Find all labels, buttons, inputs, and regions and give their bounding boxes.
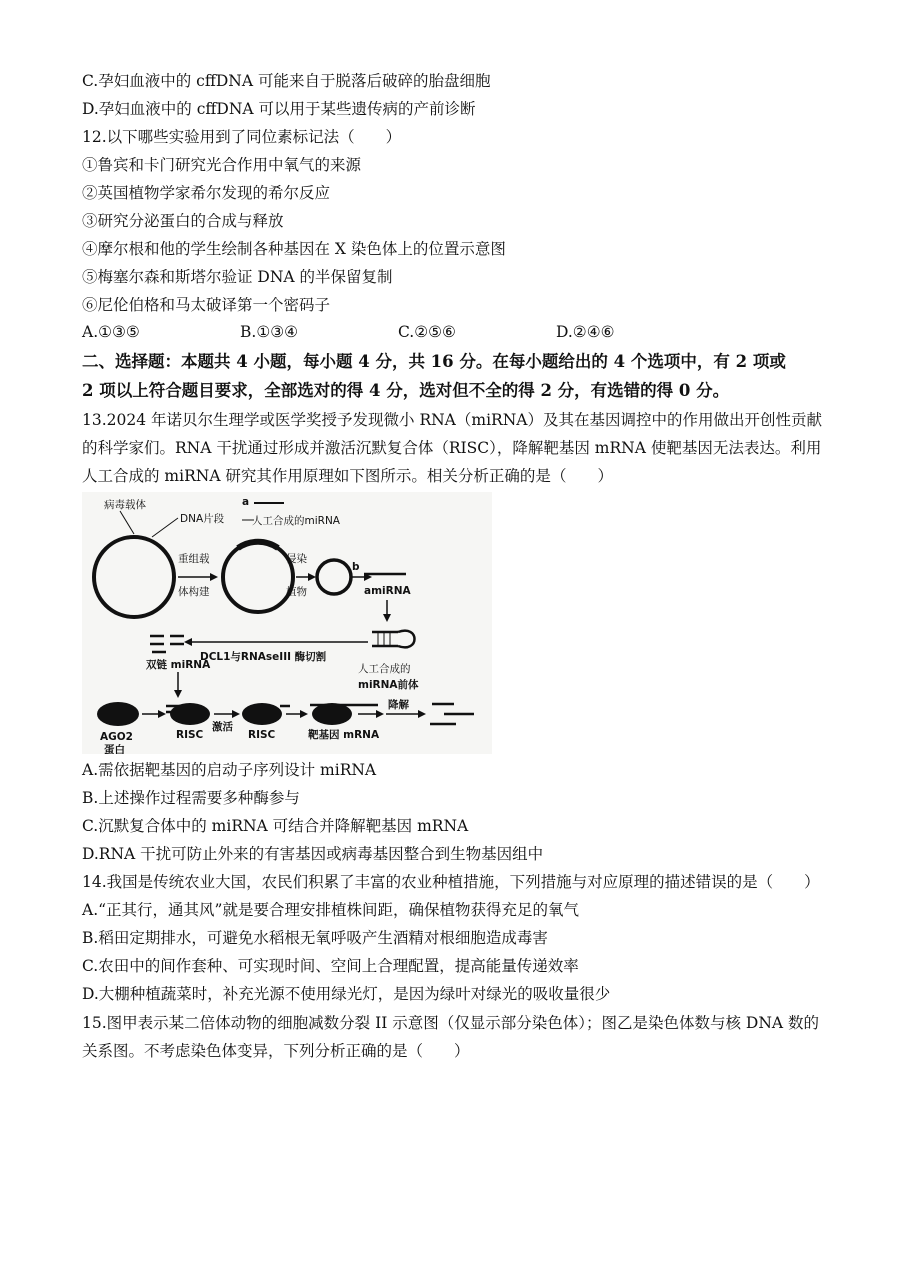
q12-option-c: C.②⑤⑥	[398, 323, 456, 341]
label-double-mirna: 双链 miRNA	[146, 659, 211, 671]
label-enzymes: DCL1与RNAseIII 酶切割	[200, 651, 327, 663]
q15-stem-line2: 关系图。不考虑染色体变异，下列分析正确的是（ ）	[82, 1042, 470, 1060]
q12-option-b: B.①③④	[240, 323, 299, 341]
q12-option-d: D.②④⑥	[556, 323, 615, 341]
label-degrade: 降解	[388, 699, 409, 711]
q12-stem: 12.以下哪些实验用到了同位素标记法（ ）	[82, 128, 402, 146]
q13-stem-line2: 的科学家们。RNA 干扰通过形成并激活沉默复合体（RISC），降解靶基因 mRNA 使靶基因无法表达。利用	[82, 439, 822, 457]
label-risc-2: RISC	[248, 729, 276, 741]
label-precursor-2: miRNA前体	[358, 679, 419, 691]
label-a: a	[242, 496, 250, 508]
label-risc-1: RISC	[176, 729, 204, 741]
q12-item-1: ①鲁宾和卡门研究光合作用中氧气的来源	[82, 156, 362, 174]
q14-option-c: C.农田中的间作套种、可实现时间、空间上合理配置，提高能量传递效率	[82, 957, 579, 975]
q14-option-b: B.稻田定期排水，可避免水稻根无氧呼吸产生酒精对根细胞造成毒害	[82, 929, 548, 947]
q12-item-3: ③研究分泌蛋白的合成与释放	[82, 212, 284, 230]
q11-option-c: C.孕妇血液中的 cffDNA 可能来自于脱落后破碎的胎盘细胞	[82, 72, 491, 90]
risc-target-complex	[312, 703, 352, 725]
label-activate: 激活	[212, 721, 233, 733]
label-recombinant-1: 重组载	[178, 553, 210, 565]
q13-option-d: D.RNA 干扰可防止外来的有害基因或病毒基因整合到生物基因组中	[82, 845, 544, 863]
q13-option-b: B.上述操作过程需要多种酶参与	[82, 789, 300, 807]
ago2-protein	[97, 702, 139, 726]
label-ago2-1: AGO2	[100, 731, 133, 743]
label-recombinant-2: 体构建	[178, 586, 210, 598]
q12-item-2: ②英国植物学家希尔发现的希尔反应	[82, 184, 331, 202]
q13-stem-line1: 13.2024 年诺贝尔生理学或医学奖授予发现微小 RNA（miRNA）及其在基因调控中的作用做出开创性贡献	[82, 411, 822, 429]
rnai-diagram	[82, 492, 492, 754]
q12-option-a: A.①③⑤	[82, 323, 140, 341]
risc-complex-2	[242, 703, 282, 725]
risc-complex-1	[170, 703, 210, 725]
q12-item-6: ⑥尼伦伯格和马太破译第一个密码子	[82, 296, 331, 314]
label-b: b	[352, 561, 360, 573]
section2-heading-line1: 二、选择题：本题共 4 小题，每小题 4 分，共 16 分。在每小题给出的 4 个选项中，有 2 项或	[82, 352, 786, 371]
label-synthetic-mirna: 人工合成的miRNA	[252, 515, 340, 527]
q11-option-d: D.孕妇血液中的 cffDNA 可以用于某些遗传病的产前诊断	[82, 100, 476, 118]
q13-stem-line3: 人工合成的 miRNA 研究其作用原理如下图所示。相关分析正确的是（ ）	[82, 467, 613, 485]
q13-option-c: C.沉默复合体中的 miRNA 可结合并降解靶基因 mRNA	[82, 817, 469, 835]
q12-item-5: ⑤梅塞尔森和斯塔尔验证 DNA 的半保留复制	[82, 268, 393, 286]
q12-item-4: ④摩尔根和他的学生绘制各种基因在 X 染色体上的位置示意图	[82, 240, 506, 258]
label-dna-fragment: DNA片段	[180, 513, 225, 525]
label-target-mrna: 靶基因 mRNA	[308, 729, 380, 741]
q14-stem: 14.我国是传统农业大国，农民们积累了丰富的农业种植措施，下列措施与对应原理的描述错误的是（ ）	[82, 873, 820, 891]
label-amirna: amiRNA	[364, 585, 411, 597]
label-infect-2: 植物	[286, 586, 307, 598]
label-infect-1: 侵染	[286, 553, 307, 565]
label-ago2-2: 蛋白	[104, 744, 125, 754]
label-virus-vector: 病毒载体	[104, 499, 146, 511]
q15-stem-line1: 15.图甲表示某二倍体动物的细胞减数分裂 II 示意图（仅显示部分染色体）；图乙是染色体数与核 DNA 数的	[82, 1014, 820, 1032]
q13-option-a: A.需依据靶基因的启动子序列设计 miRNA	[82, 761, 377, 779]
label-precursor-1: 人工合成的	[358, 663, 411, 675]
q14-option-d: D.大棚种植蔬菜时，补充光源不使用绿光灯，是因为绿叶对绿光的吸收量很少	[82, 985, 611, 1003]
q14-option-a: A.“正其行，通其风”就是要合理安排植株间距，确保植物获得充足的氧气	[82, 901, 579, 919]
section2-heading-line2: 2 项以上符合题目要求，全部选对的得 4 分，选对但不全的得 2 分，有选错的得 0 分。	[82, 381, 730, 400]
